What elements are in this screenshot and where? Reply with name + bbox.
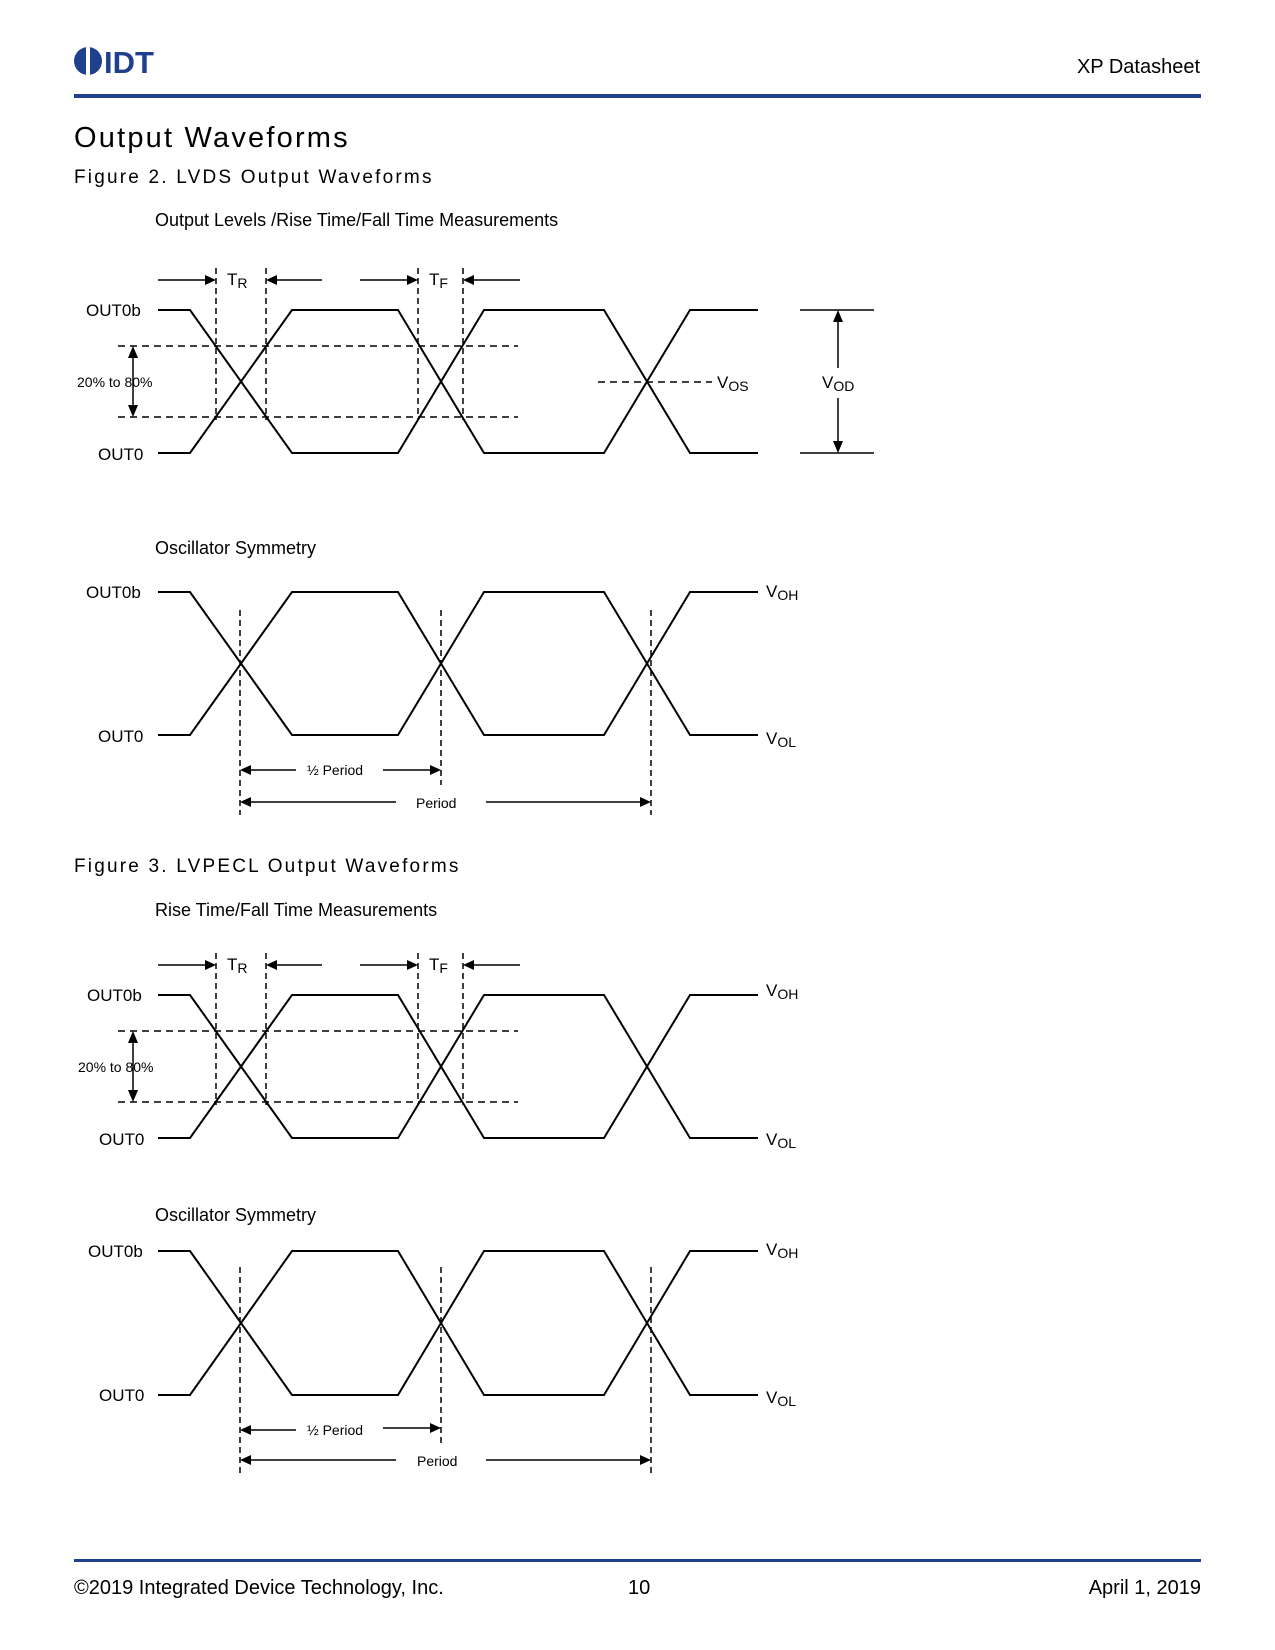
header-rule [74, 94, 1201, 98]
out0b-label: OUT0b [86, 301, 141, 320]
figure3-risefall-diagram [0, 935, 900, 1155]
figure2-symmetry-diagram [0, 570, 900, 820]
vos-label: VOS [717, 373, 749, 394]
document-title: XP Datasheet [1076, 56, 1200, 78]
tf-label: TF [429, 955, 448, 976]
period-label: Period [416, 795, 457, 811]
tr-label: TR [227, 955, 248, 976]
out0b-label: OUT0b [88, 1242, 143, 1261]
out0-waveform [158, 592, 758, 735]
vol-label: VOL [766, 1388, 797, 1409]
range-label: 20% to 80% [78, 1059, 154, 1075]
out0b-waveform [158, 1251, 758, 1395]
voh-label: VOH [766, 1240, 799, 1261]
tf-label: TF [429, 270, 448, 291]
tr-arrow-right [266, 275, 277, 285]
footer-copyright: ©2019 Integrated Device Technology, Inc. [74, 1577, 444, 1599]
half-period-arrow-right [430, 1423, 441, 1433]
out0b-waveform [158, 592, 758, 735]
range-label: 20% to 80% [77, 374, 153, 390]
half-period-label: ½ Period [307, 1422, 364, 1438]
footer-rule [74, 1559, 1201, 1562]
tr-arrow-left [205, 275, 216, 285]
half-period-label: ½ Period [307, 762, 364, 778]
tr-arrow-left [205, 960, 216, 970]
figure3-symmetry-diagram [0, 1240, 900, 1495]
figure2-caption: Figure 2. LVDS Output Waveforms [74, 167, 434, 188]
tf-arrow-right [463, 960, 474, 970]
tf-arrow-left [407, 960, 418, 970]
period-arrow-right [640, 797, 651, 807]
voh-label: VOH [766, 582, 799, 603]
section-title: Output Waveforms [74, 122, 350, 154]
logo-text: IDT [104, 45, 154, 78]
vod-arrow-up [833, 310, 843, 322]
page-number: 10 [628, 1577, 651, 1599]
out0-label: OUT0 [98, 727, 144, 746]
out0-waveform [158, 310, 758, 453]
out0-label: OUT0 [98, 445, 144, 464]
out0b-waveform [158, 310, 758, 453]
vod-arrow-down [833, 441, 843, 453]
vol-label: VOL [766, 1130, 797, 1151]
tr-label: TR [227, 270, 248, 291]
tr-arrow-right [266, 960, 277, 970]
period-arrow-left [240, 797, 251, 807]
out0-label: OUT0 [99, 1130, 145, 1149]
vod-label: VOD [822, 373, 855, 394]
figure2-risefall-diagram [0, 250, 900, 470]
tf-arrow-right [463, 275, 474, 285]
figure3-risefall-subtitle: Rise Time/Fall Time Measurements [155, 900, 438, 920]
vol-label: VOL [766, 729, 797, 750]
out0b-waveform [158, 995, 758, 1138]
range-arrow-down [128, 405, 138, 417]
out0-waveform [158, 995, 758, 1138]
range-arrow-down [128, 1090, 138, 1102]
period-label: Period [417, 1453, 458, 1469]
figure2-risefall-subtitle: Output Levels /Rise Time/Fall Time Measurements [155, 210, 559, 230]
out0b-label: OUT0b [87, 986, 142, 1005]
out0-waveform [158, 1251, 758, 1395]
out0b-label: OUT0b [86, 583, 141, 602]
half-period-arrow-left [240, 1425, 251, 1435]
figure2-symmetry-subtitle: Oscillator Symmetry [155, 538, 317, 558]
range-arrow-up [128, 346, 138, 358]
period-arrow-right [640, 1455, 651, 1465]
half-period-arrow-right [430, 765, 441, 775]
voh-label: VOH [766, 981, 799, 1002]
idt-logo [74, 44, 158, 78]
footer-date: April 1, 2019 [1088, 1577, 1201, 1599]
range-arrow-up [128, 1031, 138, 1043]
figure3-symmetry-subtitle: Oscillator Symmetry [155, 1205, 317, 1225]
tf-arrow-left [407, 275, 418, 285]
half-period-arrow-left [240, 765, 251, 775]
out0-label: OUT0 [99, 1386, 145, 1405]
figure3-caption: Figure 3. LVPECL Output Waveforms [74, 856, 461, 877]
period-arrow-left [240, 1455, 251, 1465]
